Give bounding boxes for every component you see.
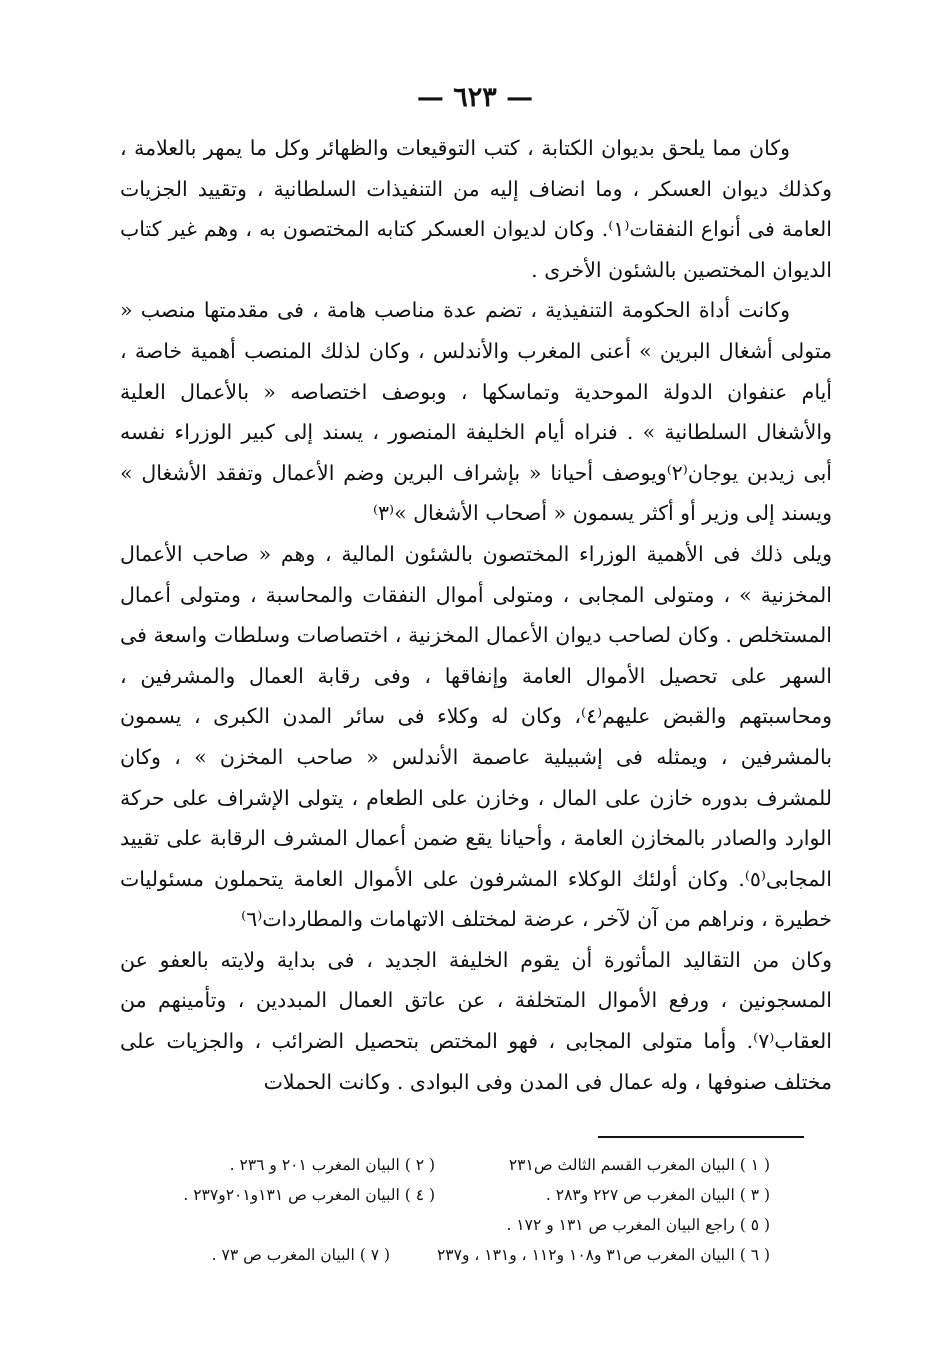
footnote-7: ( ٧ ) البيان المغرب ص ٧٣ . — [211, 1246, 390, 1264]
footnote-divider — [598, 1136, 804, 1138]
paragraph: وكان مما يلحق بديوان الكتابة ، كتب التوقيعات والظهائر وكل ما يمهر بالعلامة ، وكذلك ديوان العسكر ، وما انضاف إليه من التنفيذات السلطانية ، وتقييد الجزيات العامة فى أنواع النفقات⁽١⁾. وكان لديوان العسكر كتابه المختصون به ، وهم غير كتاب الديوان المختصين بالشئون الأخرى . — [120, 136, 832, 282]
paragraph: ويلى ذلك فى الأهمية الوزراء المختصون بالشئون المالية ، وهم « صاحب الأعمال المخزنية » ، ومتولى المجابى ، ومتولى أموال النفقات والمحاسبة ، ومتولى أعمال المستخلص . وكان لصاحب ديوان الأعمال المخزنية ، اختصاصات وسلطات واسعة فى السهر على تحصيل الأموال العامة وإنفاقها ، وفى رقابة العمال والمشرفين ، ومحاسبتهم والقبض عليهم⁽٤⁾، وكان له وكلاء فى سائر المدن الكبرى ، يسمون بالمشرفين ، ويمثله فى إشبيلية عاصمة الأندلس « صاحب المخزن » ، وكان للمشرف بدوره خازن على المال ، وخازن على الطعام ، يتولى الإشراف على حركة الوارد والصادر بالمخازن العامة ، وأحيانا يقع ضمن أعمال المشرف الرقابة على تقييد المجابى⁽٥⁾. وكان أولئك الوكلاء المشرفون على الأموال العامة يتحملون مسئوليات خطيرة ، ونراهم من آن لآخر ، عرضة لمختلف الاتهامات والمطاردات⁽٦⁾ — [120, 541, 832, 932]
footnote-5: ( ٥ ) راجع البيان المغرب ص ١٣١ و ١٧٢ . — [506, 1216, 770, 1234]
footnote-row — [120, 1240, 770, 1270]
footnote-row — [120, 1210, 770, 1240]
footnotes — [120, 1150, 770, 1270]
footnote-1: ( ١ ) البيان المغرب القسم الثالث ص٢٣١ — [508, 1156, 770, 1174]
footnote-3: ( ٣ ) البيان المغرب ص ٢٢٧ و٢٨٣ . — [545, 1186, 770, 1204]
footnote-6: ( ٦ ) البيان المغرب ص٣١ و١٠٨ و١١٢ ، و١٣١ ، و٢٣٧ — [436, 1246, 770, 1264]
page-number: — ٦٢٣ — — [416, 82, 534, 113]
footnote-4: ( ٤ ) البيان المغرب ص ١٣١و٢٠١و٢٣٧ . — [183, 1186, 435, 1204]
paragraph: وكان من التقاليد المأثورة أن يقوم الخليفة الجديد ، فى بداية ولايته بالعفو عن المسجونين ، ورفع الأموال المتخلفة ، عن عاتق العمال المبددين ، وتأمينهم من العقاب⁽٧⁾. وأما متولى المجابى ، فهو المختص بتحصيل الضرائب ، والجزيات على مختلف صنوفها ، وله عمال فى المدن وفى البوادى . وكانت الحملات — [120, 947, 832, 1094]
footnote-2: ( ٢ ) البيان المغرب ٢٠١ و ٢٣٦ . — [229, 1156, 435, 1174]
paragraph: وكانت أداة الحكومة التنفيذية ، تضم عدة مناصب هامة ، فى مقدمتها منصب « متولى أشغال البرين » أعنى المغرب والأندلس ، وكان لذلك المنصب أهمية خاصة ، أيام عنفوان الدولة الموحدية وتماسكها ، وبوصف اختصاصه « بالأعمال العلية والأشغال السلطانية » . فنراه أيام الخليفة المنصور ، يسند إلى كبير الوزراء نفسه أبى زيدبن يوجان⁽٢⁾ويوصف أحيانا « بإشراف البرين وضم الأعمال وتفقد الأشغال » ويسند إلى وزير أو أكثر يسمون « أصحاب الأشغال »⁽٣⁾ — [120, 298, 832, 526]
footnote-row — [120, 1150, 770, 1180]
main-text — [120, 128, 832, 1102]
footnote-row — [120, 1180, 770, 1210]
